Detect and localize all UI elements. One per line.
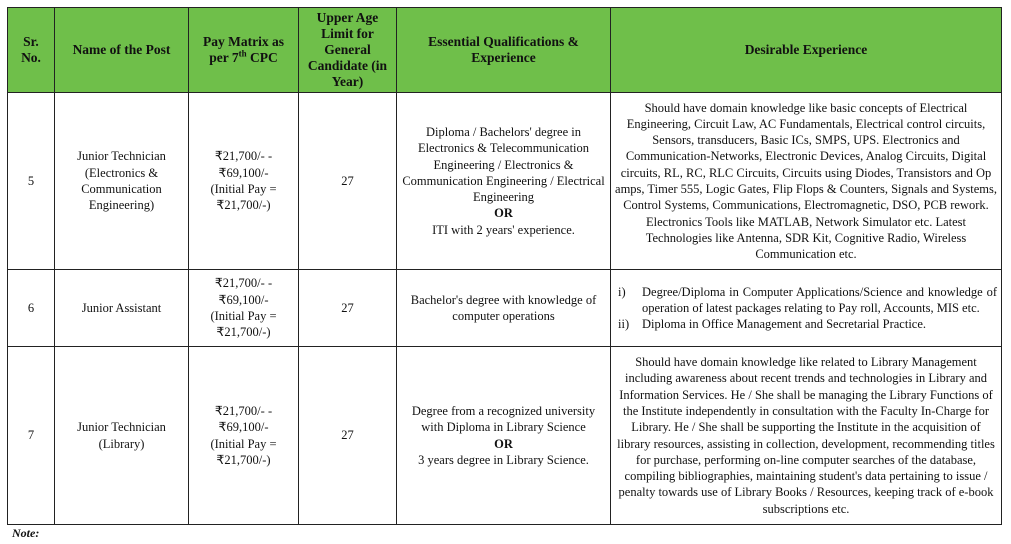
header-sr-no: Sr. No. xyxy=(8,8,55,93)
sr-no-cell: 7 xyxy=(8,347,55,525)
header-post-name: Name of the Post xyxy=(55,8,189,93)
qualification-cell: Bachelor's degree with knowledge of computer operations xyxy=(397,270,611,347)
pay-cell: ₹21,700/- - ₹69,100/- (Initial Pay = ₹21,700/-) xyxy=(189,347,299,525)
table-row xyxy=(8,93,1002,270)
age-cell: 27 xyxy=(299,270,397,347)
age-cell: 27 xyxy=(299,93,397,270)
table-row xyxy=(8,347,1002,525)
header-row xyxy=(8,8,1002,93)
experience-cell: Should have domain knowledge like related to Library Management including awareness about recent trends and technologies in Library and Information Services. He / She shall be managing the Library Functions of the Institute independently in consultation with the Faculty In-Charge for Library. He / She shall be supporting the Institute in the acquisition of library resources, assisting in collection, development, recommending titles for purchase, performing on-line computer searches of the database, compiling bibliographies, maintaining student's data pertaining to issue / penalty towards use of Library Books / Resources, keeping track of e-book subscriptions etc. xyxy=(611,347,1002,525)
list-item: ii) Diploma in Office Management and Secretarial Practice. xyxy=(618,317,927,332)
experience-cell: Should have domain knowledge like basic concepts of Electrical Engineering, Circuit Law, AC Fundamentals, Electrical control circuits, Sensors, transducers, Basic ICs, SMPS, UPS. Electronics and Communication-Networks, Electronic Devices, Analog Circuits, Digital circuits, RL, RC, RLC Circuits, Circuits using Diodes, Transistors and Op amps, Timer 555, Logic Gates, Flip Flops & Counters, Signals and Systems, Control Systems, Communications, Electromagnetic, DSO, PCB rework. Electronics Tools like MATLAB, Network Simulator etc. Latest Technologies like Antenna, SDR Kit, Cognitive Radio, Wireless Communication etc. xyxy=(611,93,1002,270)
note-label: Note: xyxy=(12,526,40,540)
pay-cell: ₹21,700/- - ₹69,100/- (Initial Pay = ₹21,700/-) xyxy=(189,270,299,347)
post-name-cell: Junior Assistant xyxy=(55,270,189,347)
header-age-limit: Upper Age Limit for General Candidate (in Year) xyxy=(299,8,397,93)
sr-no-cell: 6 xyxy=(8,270,55,347)
table-row xyxy=(8,270,1002,347)
qualification-cell: Degree from a recognized university with Diploma in Library Science OR 3 years degree in Library Science. xyxy=(397,347,611,525)
pay-cell: ₹21,700/- - ₹69,100/- (Initial Pay = ₹21,700/-) xyxy=(189,93,299,270)
post-name-cell: Junior Technician (Library) xyxy=(55,347,189,525)
experience-cell xyxy=(611,270,1002,347)
sr-no-cell: 5 xyxy=(8,93,55,270)
header-qualifications: Essential Qualifications & Experience xyxy=(397,8,611,93)
list-item: i) Degree/Diploma in Computer Applications/Science and knowledge of operation of latest packages relating to Pay roll, Accounts, MIS etc. xyxy=(618,284,997,315)
qualification-cell: Diploma / Bachelors' degree in Electronics & Telecommunication Engineering / Electronics & Communication Engineering / Electrical Engineering OR ITI with 2 years' experience. xyxy=(397,93,611,270)
age-cell: 27 xyxy=(299,347,397,525)
post-name-cell: Junior Technician (Electronics & Communication Engineering) xyxy=(55,93,189,270)
header-experience: Desirable Experience xyxy=(611,8,1002,93)
posts-table xyxy=(7,7,1002,525)
header-pay-matrix: Pay Matrix as per 7th CPC xyxy=(189,8,299,93)
